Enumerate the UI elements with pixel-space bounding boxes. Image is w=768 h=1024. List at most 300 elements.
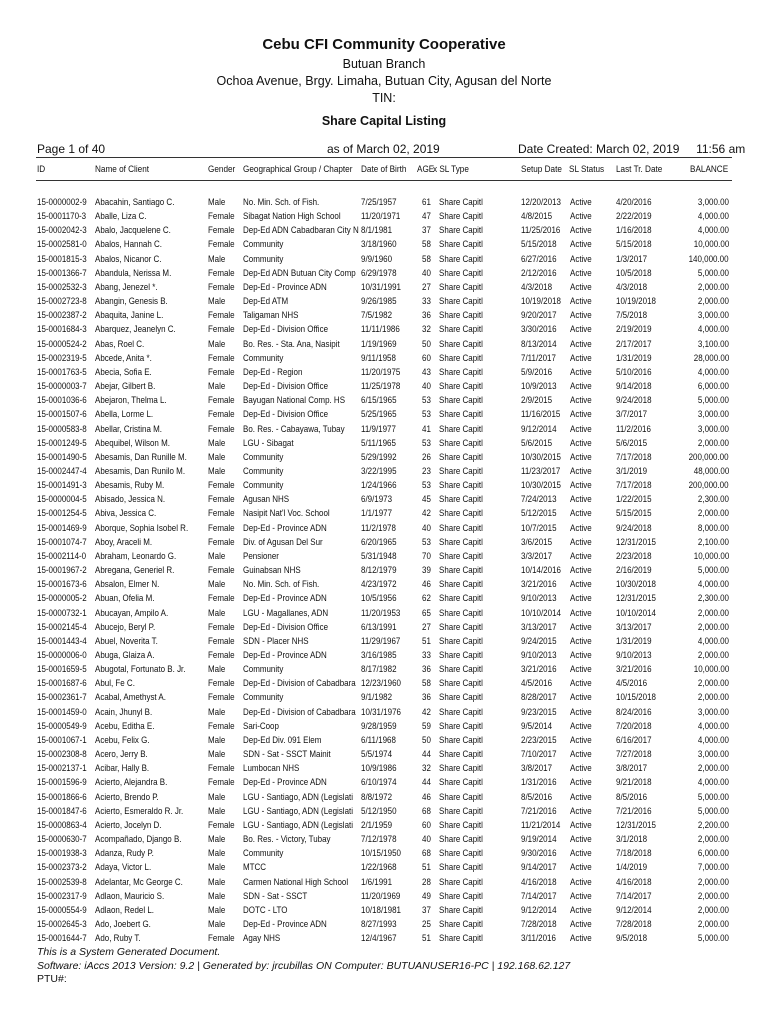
cell-group: Community	[243, 465, 284, 477]
cell-balance: 5,000.00	[697, 791, 729, 803]
cell-dob: 10/9/1986	[361, 763, 397, 775]
cell-dob: 10/31/1976	[361, 706, 401, 718]
cell-balance: 2,100.00	[697, 536, 729, 548]
cell-id: 15-0001866-6	[37, 791, 87, 803]
cell-setup: 10/30/2015	[521, 451, 561, 463]
cell-group: Community	[243, 352, 284, 364]
cell-setup: 9/30/2016	[521, 848, 557, 860]
cell-dob: 1/24/1966	[361, 480, 397, 492]
footer-software-info: Software: iAccs 2013 Version: 9.2 | Generated by: jrcubillas ON Computer: BUTUANUSER16-PC | 192.168.62.127	[37, 960, 571, 972]
cell-sl-type: Share Capitl	[439, 267, 483, 279]
cell-status: Active	[570, 621, 592, 633]
cell-dob: 3/18/1960	[361, 239, 397, 251]
table-row	[0, 691, 768, 705]
cell-name: Acierto, Brendo P.	[95, 791, 159, 803]
table-row	[0, 451, 768, 465]
cell-name: Acebu, Felix G.	[95, 734, 150, 746]
cell-last: 7/17/2018	[616, 480, 652, 492]
cell-dob: 9/26/1985	[361, 296, 397, 308]
report-title: Share Capital Listing	[321, 114, 447, 128]
cell-id: 15-0001763-5	[37, 366, 87, 378]
cell-group: Dep-Ed - Division Office	[243, 621, 329, 633]
cell-gender: Male	[208, 451, 226, 463]
cell-dob: 7/25/1957	[361, 197, 397, 208]
cell-dob: 6/10/1974	[361, 777, 397, 789]
cell-gender: Male	[208, 862, 226, 874]
cell-dob: 11/20/1971	[361, 211, 401, 223]
cell-sl-type: Share Capitl	[439, 239, 483, 251]
cell-last: 3/1/2019	[616, 465, 648, 477]
cell-id: 15-0002373-2	[37, 862, 87, 874]
cell-last: 9/21/2018	[616, 777, 652, 789]
cell-balance: 200,000.00	[689, 480, 729, 492]
cell-id: 15-0002308-8	[37, 749, 87, 761]
cell-balance: 140,000.00	[689, 253, 729, 265]
cell-sl-type: Share Capitl	[439, 211, 483, 223]
cell-gender: Female	[208, 777, 235, 789]
table-row	[0, 465, 768, 479]
table-row	[0, 196, 768, 210]
cell-id: 15-0000630-7	[37, 834, 87, 846]
cell-age: 44	[422, 749, 431, 761]
cell-sl-type: Share Capitl	[439, 579, 483, 591]
col-header-balance: BALANCE	[690, 164, 729, 175]
cell-id: 15-0002532-3	[37, 281, 87, 293]
cell-name: Abejar, Gilbert B.	[95, 381, 156, 393]
cell-name: Acierto, Esmeraldo R. Jr.	[95, 805, 184, 817]
cell-sl-type: Share Capitl	[439, 635, 483, 647]
cell-sl-type: Share Capitl	[439, 933, 483, 945]
cell-gender: Female	[208, 423, 235, 435]
cell-group: LGU - Sibagat	[243, 437, 294, 449]
cell-name: Abregana, Generiel R.	[95, 565, 175, 577]
cell-balance: 2,000.00	[697, 607, 729, 619]
cell-id: 15-0002042-3	[37, 225, 87, 237]
cell-age: 33	[422, 650, 431, 661]
table-row	[0, 380, 768, 394]
cell-group: Dep-Ed ADN Butuan City Comp	[243, 267, 356, 279]
cell-balance: 48,000.00	[693, 465, 729, 477]
cell-name: Abesamis, Ruby M.	[95, 480, 165, 492]
cell-name: Acero, Jerry B.	[95, 749, 148, 761]
cell-balance: 2,000.00	[697, 678, 729, 690]
cell-gender: Male	[208, 805, 226, 817]
cell-id: 15-0001469-9	[37, 522, 87, 534]
cell-setup: 7/10/2017	[521, 749, 557, 761]
cell-sl-type: Share Capitl	[439, 791, 483, 803]
cell-age: 27	[422, 621, 431, 633]
cell-gender: Male	[208, 890, 226, 902]
cell-dob: 11/29/1967	[361, 635, 401, 647]
cell-setup: 9/5/2014	[521, 720, 553, 732]
col-header-name: Name of Client	[95, 164, 150, 175]
table-row	[0, 210, 768, 224]
cell-sl-type: Share Capitl	[439, 876, 483, 888]
cell-sl-type: Share Capitl	[439, 296, 483, 308]
cell-sl-type: Share Capitl	[439, 324, 483, 336]
cell-balance: 2,000.00	[697, 437, 729, 449]
cell-sl-type: Share Capitl	[439, 352, 483, 364]
cell-gender: Female	[208, 565, 235, 577]
cell-status: Active	[570, 805, 592, 817]
table-row	[0, 621, 768, 635]
cell-dob: 7/12/1978	[361, 834, 397, 846]
cell-group: SDN - Sat - SSCT Mainit	[243, 749, 331, 761]
table-row	[0, 890, 768, 904]
cell-age: 51	[422, 933, 431, 945]
cell-id: 15-0000006-0	[37, 650, 87, 661]
cell-setup: 9/10/2013	[521, 593, 557, 605]
cell-group: Community	[243, 451, 284, 463]
cell-last: 5/15/2018	[616, 239, 652, 251]
cell-group: Dep-Ed - Province ADN	[243, 593, 327, 605]
cell-status: Active	[570, 848, 592, 860]
cell-balance: 4,000.00	[697, 720, 729, 732]
cell-last: 7/18/2018	[616, 848, 652, 860]
cell-dob: 5/11/1965	[361, 437, 396, 449]
cell-last: 1/31/2019	[616, 352, 652, 364]
cell-group: Dep-Ed - Division Office	[243, 409, 329, 421]
cell-last: 1/16/2018	[616, 225, 652, 237]
cell-status: Active	[570, 480, 592, 492]
cell-age: 68	[422, 848, 431, 860]
cell-group: Div. of Agusan Del Sur	[243, 536, 323, 548]
cell-status: Active	[570, 791, 592, 803]
cell-setup: 9/12/2014	[521, 904, 557, 916]
cell-sl-type: Share Capitl	[439, 777, 483, 789]
cell-status: Active	[570, 862, 592, 874]
cell-last: 9/24/2018	[616, 522, 652, 534]
cell-id: 15-0000002-9	[37, 197, 87, 208]
cell-name: Abcede, Anita *.	[95, 352, 152, 364]
cell-id: 15-0002319-5	[37, 352, 87, 364]
cell-name: Adlaon, Mauricio S.	[95, 890, 165, 902]
cell-dob: 1/19/1969	[361, 338, 397, 350]
cell-balance: 8,000.00	[697, 522, 729, 534]
table-row	[0, 776, 768, 790]
cell-sl-type: Share Capitl	[439, 565, 483, 577]
col-header-age: AGE	[417, 164, 435, 175]
cell-group: No. Min. Sch. of Fish.	[243, 197, 320, 208]
cell-dob: 6/11/1968	[361, 734, 396, 746]
cell-age: 53	[422, 409, 431, 421]
cell-name: Abesamis, Dan Runille M.	[95, 451, 187, 463]
cell-setup: 4/3/2018	[521, 281, 553, 293]
cell-id: 15-0001596-9	[37, 777, 87, 789]
tin-label: TIN:	[372, 91, 396, 105]
cell-status: Active	[570, 338, 592, 350]
cell-age: 58	[422, 678, 431, 690]
cell-status: Active	[570, 225, 592, 237]
cell-balance: 4,000.00	[697, 366, 729, 378]
cell-name: Abarquez, Jeanelyn C.	[95, 324, 176, 336]
cell-dob: 5/29/1992	[361, 451, 397, 463]
table-row	[0, 734, 768, 748]
cell-age: 58	[422, 253, 431, 265]
cell-balance: 3,000.00	[697, 749, 729, 761]
cell-name: Acierto, Jocelyn D.	[95, 819, 162, 831]
cell-balance: 3,000.00	[697, 409, 729, 421]
cell-status: Active	[570, 352, 592, 364]
cell-gender: Male	[208, 791, 226, 803]
cell-gender: Female	[208, 692, 235, 704]
cell-last: 4/16/2018	[616, 876, 652, 888]
col-header-id: ID	[37, 164, 46, 175]
cell-group: Pensioner	[243, 550, 279, 562]
cell-setup: 9/14/2017	[521, 862, 557, 874]
cell-id: 15-0001815-3	[37, 253, 87, 265]
cell-id: 15-0000004-5	[37, 494, 87, 506]
cell-name: Adaya, Victor L.	[95, 862, 152, 874]
cell-status: Active	[570, 607, 592, 619]
cell-age: 70	[422, 550, 431, 562]
cell-age: 32	[422, 763, 431, 775]
cell-status: Active	[570, 437, 592, 449]
cell-age: 46	[422, 791, 431, 803]
cell-gender: Female	[208, 522, 235, 534]
cell-sl-type: Share Capitl	[439, 692, 483, 704]
cell-last: 3/21/2016	[616, 664, 652, 676]
cell-name: Abalos, Nicanor C.	[95, 253, 162, 265]
cell-group: Dep-Ed - Province ADN	[243, 777, 327, 789]
branch-address: Ochoa Avenue, Brgy. Limaha, Butuan City, Agusan del Norte	[216, 74, 552, 88]
cell-age: 26	[422, 451, 431, 463]
col-header-last-tr-date: Last Tr. Date	[616, 164, 663, 175]
header-top-rule	[36, 157, 732, 158]
cell-name: Abalos, Hannah C.	[95, 239, 162, 251]
cell-dob: 8/17/1982	[361, 664, 397, 676]
cell-balance: 2,000.00	[697, 763, 729, 775]
cell-status: Active	[570, 494, 592, 506]
cell-group: Carmen National High School	[243, 876, 349, 888]
cell-last: 7/5/2018	[616, 310, 648, 322]
table-row	[0, 536, 768, 550]
table-row	[0, 224, 768, 238]
cell-group: Dep-Ed - Province ADN	[243, 281, 327, 293]
cell-balance: 5,000.00	[697, 933, 729, 945]
cell-gender: Female	[208, 819, 235, 831]
col-header-sl-status: SL Status	[569, 164, 605, 175]
cell-sl-type: Share Capitl	[439, 890, 483, 902]
cell-status: Active	[570, 310, 592, 322]
cell-setup: 10/19/2018	[521, 296, 561, 308]
cell-status: Active	[570, 593, 592, 605]
cell-balance: 5,000.00	[697, 805, 729, 817]
cell-dob: 11/20/1975	[361, 366, 401, 378]
cell-status: Active	[570, 550, 592, 562]
cell-gender: Female	[208, 211, 235, 223]
cell-status: Active	[570, 734, 592, 746]
cell-dob: 1/1/1977	[361, 508, 393, 520]
cell-age: 61	[422, 197, 431, 208]
cell-dob: 8/8/1972	[361, 791, 393, 803]
cell-dob: 10/18/1981	[361, 904, 401, 916]
cell-setup: 8/13/2014	[521, 338, 557, 350]
cell-balance: 6,000.00	[697, 848, 729, 860]
cell-sl-type: Share Capitl	[439, 593, 483, 605]
cell-sl-type: Share Capitl	[439, 904, 483, 916]
col-header-group: Geographical Group / Chapter	[243, 164, 353, 175]
cell-last: 12/31/2015	[616, 536, 656, 548]
cell-name: Ado, Ruby T.	[95, 933, 141, 945]
cell-dob: 5/12/1950	[361, 805, 397, 817]
table-row	[0, 791, 768, 805]
cell-status: Active	[570, 211, 592, 223]
cell-status: Active	[570, 197, 592, 208]
cell-last: 4/5/2016	[616, 678, 648, 690]
col-header-setup-date: Setup Date	[521, 164, 562, 175]
cell-group: LGU - Magallanes, ADN	[243, 607, 329, 619]
cell-dob: 8/12/1979	[361, 565, 397, 577]
cell-setup: 9/20/2017	[521, 310, 557, 322]
cell-age: 36	[422, 692, 431, 704]
cell-status: Active	[570, 508, 592, 520]
cell-name: Absalon, Elmer N.	[95, 579, 160, 591]
cell-age: 23	[422, 465, 431, 477]
cell-balance: 3,100.00	[697, 338, 729, 350]
cell-last: 1/3/2017	[616, 253, 648, 265]
cell-status: Active	[570, 522, 592, 534]
cell-age: 25	[422, 918, 431, 930]
cell-sl-type: Share Capitl	[439, 381, 483, 393]
cell-last: 3/8/2017	[616, 763, 648, 775]
cell-sl-type: Share Capitl	[439, 508, 483, 520]
cell-gender: Female	[208, 267, 235, 279]
cell-last: 4/20/2016	[616, 197, 652, 208]
cell-status: Active	[570, 876, 592, 888]
cell-gender: Male	[208, 197, 226, 208]
cell-last: 10/19/2018	[616, 296, 656, 308]
cell-setup: 4/5/2016	[521, 678, 553, 690]
cell-dob: 10/31/1991	[361, 281, 401, 293]
cell-sl-type: Share Capitl	[439, 819, 483, 831]
cell-sl-type: Share Capitl	[439, 437, 483, 449]
cell-gender: Male	[208, 550, 226, 562]
cell-group: Dep-Ed - Province ADN	[243, 650, 327, 661]
table-row	[0, 295, 768, 309]
cell-dob: 11/2/1978	[361, 522, 396, 534]
cell-last: 2/16/2019	[616, 565, 652, 577]
cell-balance: 2,000.00	[697, 621, 729, 633]
table-row	[0, 550, 768, 564]
cell-gender: Female	[208, 366, 235, 378]
cell-age: 36	[422, 310, 431, 322]
cell-sl-type: Share Capitl	[439, 550, 483, 562]
cell-last: 9/10/2013	[616, 650, 652, 661]
cell-setup: 9/12/2014	[521, 423, 557, 435]
cell-group: SDN - Sat - SSCT	[243, 890, 308, 902]
cell-gender: Male	[208, 664, 226, 676]
cell-gender: Male	[208, 381, 226, 393]
cell-id: 15-0001074-7	[37, 536, 87, 548]
cell-sl-type: Share Capitl	[439, 253, 483, 265]
cell-setup: 6/27/2016	[521, 253, 557, 265]
cell-setup: 7/28/2018	[521, 918, 557, 930]
cell-balance: 3,000.00	[697, 706, 729, 718]
cell-status: Active	[570, 933, 592, 945]
cell-status: Active	[570, 819, 592, 831]
cell-setup: 11/16/2015	[521, 409, 561, 421]
cell-setup: 11/25/2016	[521, 225, 561, 237]
cell-setup: 3/11/2016	[521, 933, 556, 945]
cell-last: 7/14/2017	[616, 890, 652, 902]
cell-sl-type: Share Capitl	[439, 338, 483, 350]
cell-last: 8/5/2016	[616, 791, 648, 803]
cell-group: Dep-Ed - Division Office	[243, 324, 329, 336]
cell-name: Aballe, Liza C.	[95, 211, 147, 223]
cell-group: Dep-Ed Div. 091 Elem	[243, 734, 322, 746]
cell-last: 10/15/2018	[616, 692, 656, 704]
cell-status: Active	[570, 565, 592, 577]
cell-id: 15-0002137-1	[37, 763, 87, 775]
cell-balance: 5,000.00	[697, 565, 729, 577]
cell-group: Dep-Ed ATM	[243, 296, 289, 308]
table-row	[0, 861, 768, 875]
cell-gender: Male	[208, 338, 226, 350]
cell-status: Active	[570, 706, 592, 718]
header-bottom-rule	[36, 180, 732, 181]
table-row	[0, 819, 768, 833]
table-row	[0, 352, 768, 366]
cell-id: 15-0001249-5	[37, 437, 87, 449]
cell-last: 7/27/2018	[616, 749, 652, 761]
cell-group: LGU - Santiago, ADN (Legislati	[243, 805, 354, 817]
cell-setup: 5/6/2015	[521, 437, 553, 449]
cell-balance: 10,000.00	[693, 239, 729, 251]
cell-group: Community	[243, 664, 284, 676]
cell-name: Abalo, Jacquelene C.	[95, 225, 171, 237]
cell-id: 15-0000554-9	[37, 904, 87, 916]
cell-gender: Female	[208, 494, 235, 506]
cell-name: Abangin, Genesis B.	[95, 296, 168, 308]
cell-id: 15-0001170-3	[37, 211, 87, 223]
table-row	[0, 932, 768, 946]
table-row	[0, 592, 768, 606]
table-row	[0, 578, 768, 592]
cell-status: Active	[570, 465, 592, 477]
cell-gender: Female	[208, 281, 235, 293]
cell-balance: 7,000.00	[697, 862, 729, 874]
cell-last: 2/23/2018	[616, 550, 652, 562]
cell-setup: 9/10/2013	[521, 650, 557, 661]
cell-sl-type: Share Capitl	[439, 664, 483, 676]
cell-status: Active	[570, 579, 592, 591]
cell-group: Guinabsan NHS	[243, 565, 301, 577]
cell-balance: 4,000.00	[697, 324, 729, 336]
cell-dob: 1/22/1968	[361, 862, 397, 874]
cell-setup: 3/6/2015	[521, 536, 553, 548]
cell-balance: 3,000.00	[697, 197, 729, 208]
cell-group: Dep-Ed - Division Office	[243, 381, 329, 393]
cell-setup: 5/9/2016	[521, 366, 553, 378]
cell-last: 9/5/2018	[616, 933, 648, 945]
cell-group: Agay NHS	[243, 933, 281, 945]
cell-balance: 4,000.00	[697, 579, 729, 591]
cell-last: 2/19/2019	[616, 324, 652, 336]
cell-setup: 9/24/2015	[521, 635, 557, 647]
cell-group: Bo. Res. - Victory, Tubay	[243, 834, 331, 846]
cell-last: 5/6/2015	[616, 437, 648, 449]
cell-dob: 11/20/1953	[361, 607, 401, 619]
cell-age: 41	[422, 423, 431, 435]
cell-id: 15-0002317-9	[37, 890, 87, 902]
cell-name: Abaquita, Janine L.	[95, 310, 164, 322]
cell-age: 59	[422, 720, 431, 732]
cell-sl-type: Share Capitl	[439, 310, 483, 322]
cell-gender: Female	[208, 635, 235, 647]
cell-balance: 2,000.00	[697, 876, 729, 888]
cell-setup: 7/14/2017	[521, 890, 557, 902]
